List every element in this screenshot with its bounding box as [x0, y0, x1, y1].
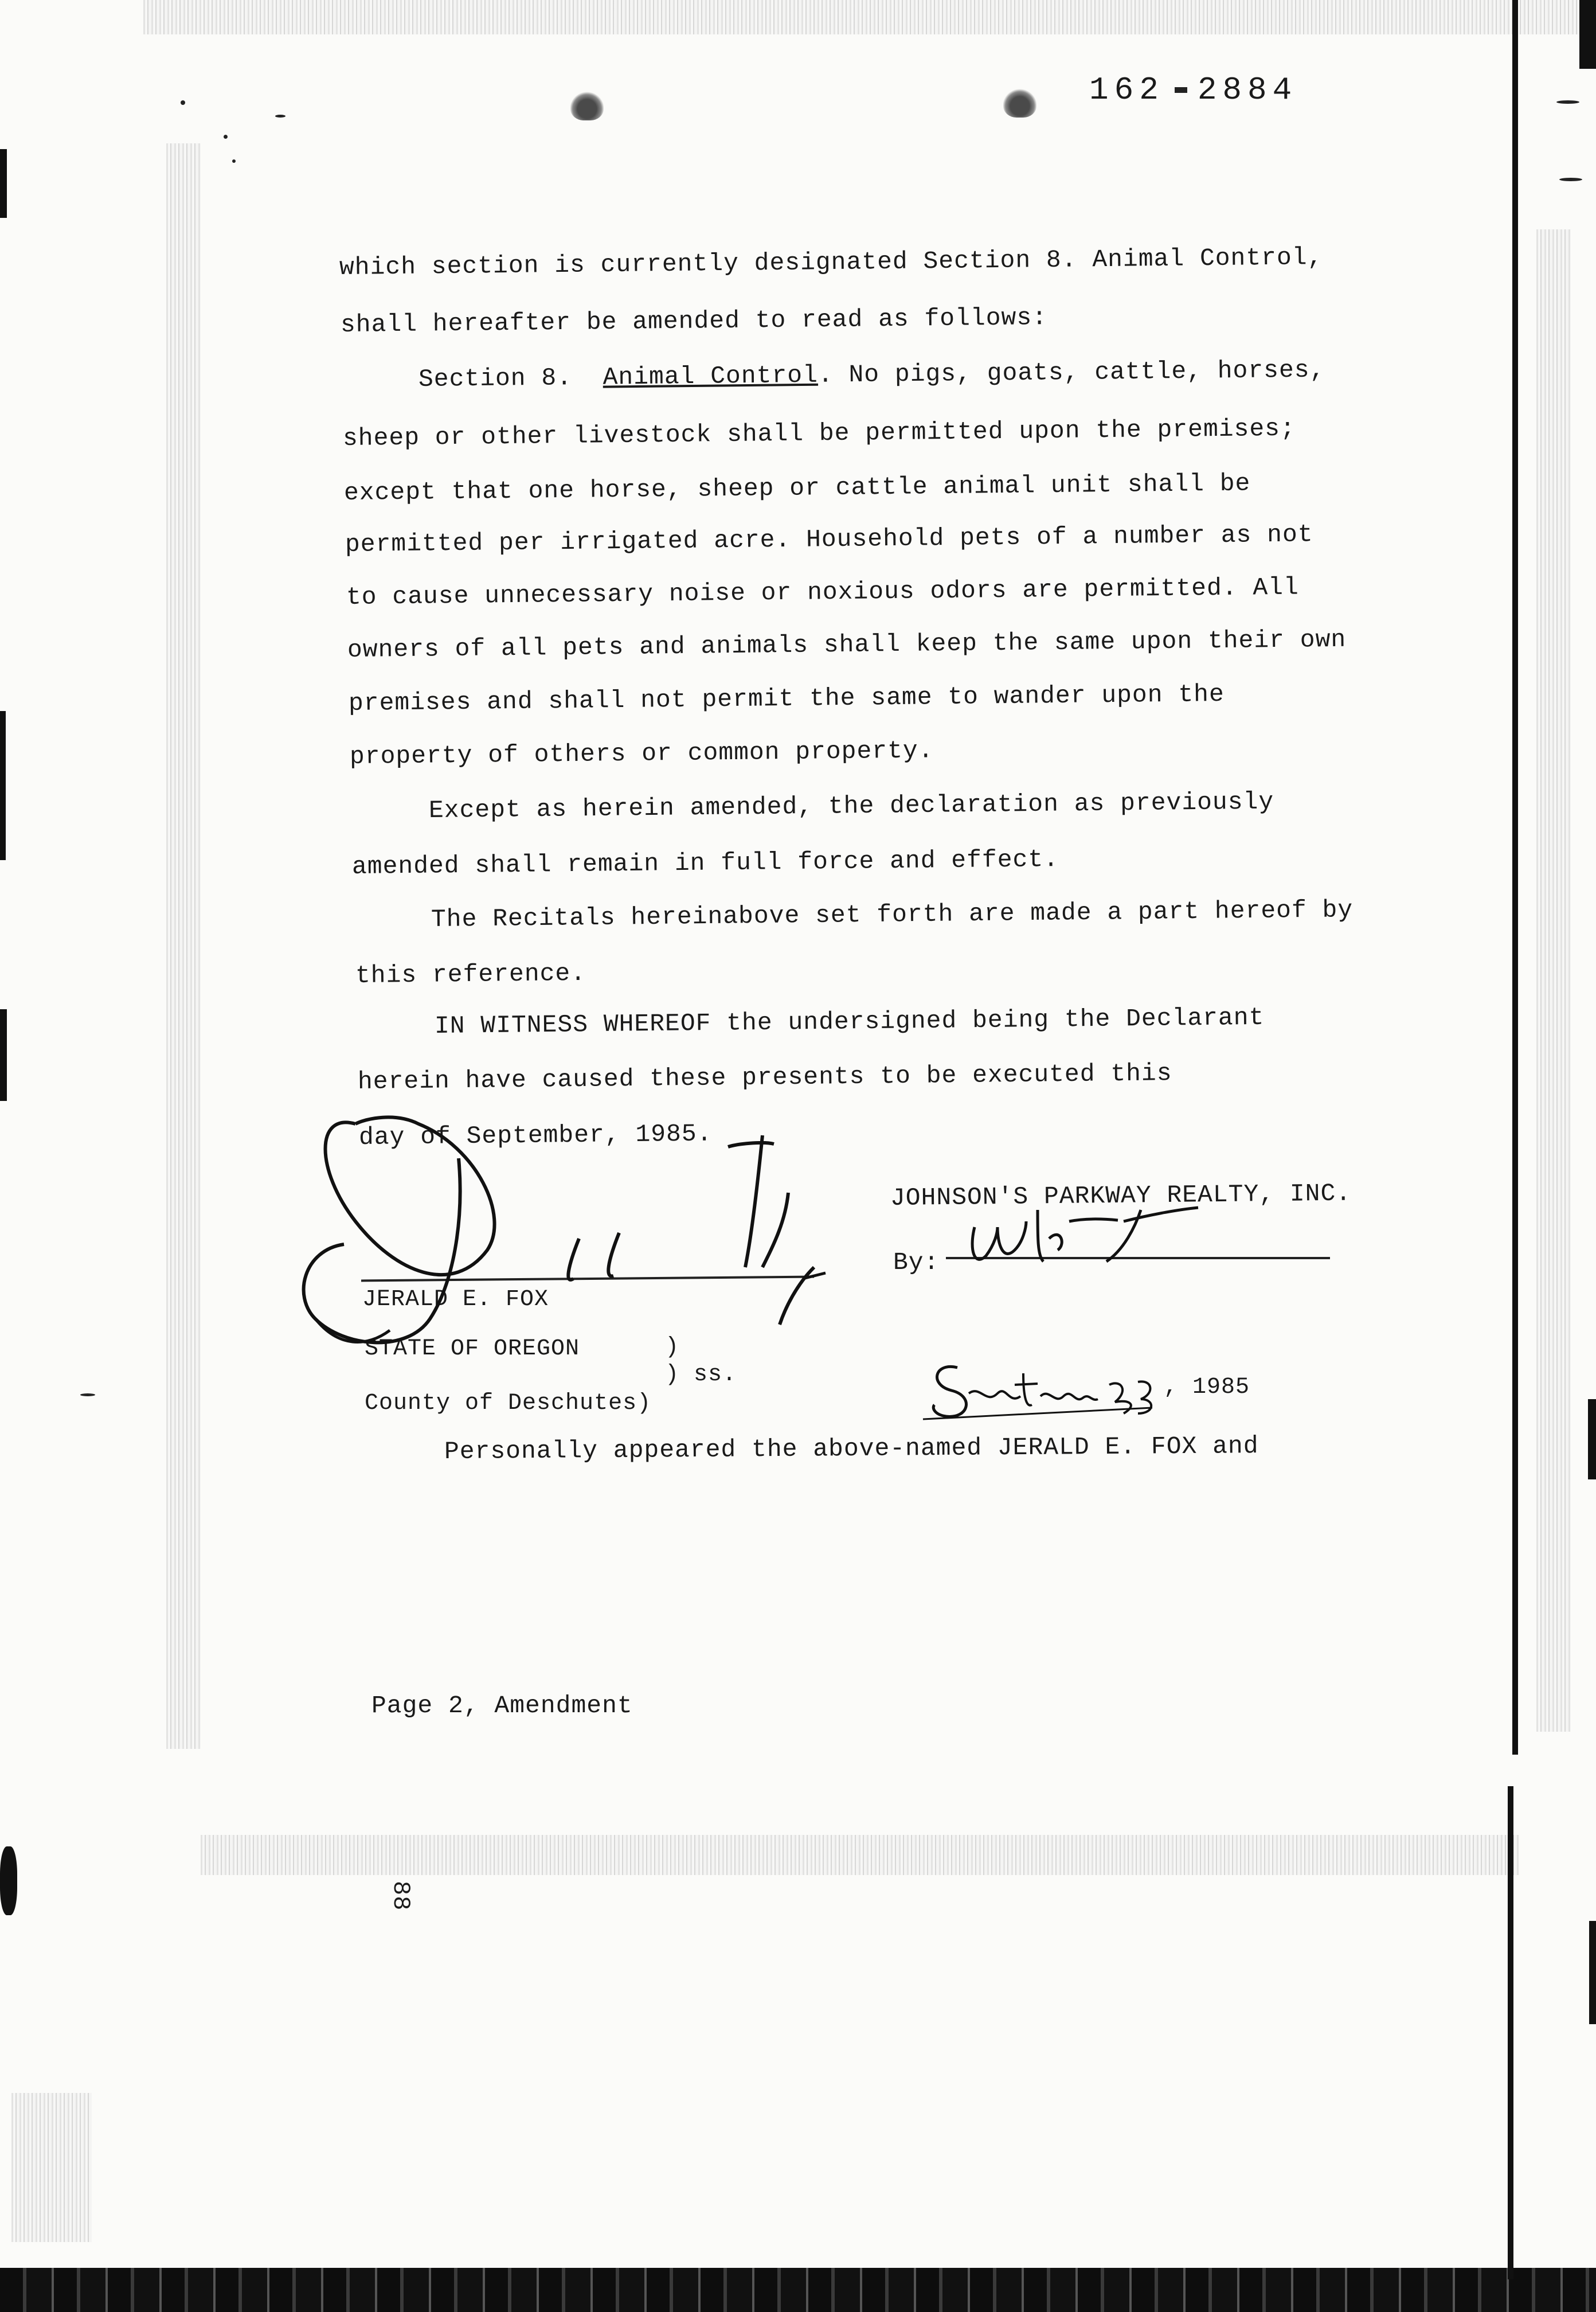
- left-scan-band: [166, 143, 201, 1749]
- by-label: By:: [893, 1248, 940, 1276]
- body-line: owners of all pets and animals shall keep the same upon their own: [347, 625, 1347, 664]
- right-border-line-top: [1512, 0, 1518, 1755]
- number-separator: [1175, 87, 1187, 93]
- body-line: herein have caused these presents to be executed this: [357, 1059, 1172, 1096]
- speck: [1559, 178, 1582, 181]
- body-line: property of others or common property.: [349, 736, 934, 771]
- left-edge-dark-1: [0, 149, 7, 218]
- body-line: IN WITNESS WHEREOF the undersigned being the Declarant: [434, 1003, 1265, 1040]
- right-scan-band: [1536, 229, 1571, 1732]
- notary-bracket: ): [665, 1334, 680, 1360]
- right-border-line-bottom: [1508, 1786, 1513, 2279]
- body-line: permitted per irrigated acre. Household pets of a number as not: [345, 520, 1313, 559]
- bottom-scan-band: [201, 1835, 1519, 1875]
- section-title: Animal Control: [603, 361, 819, 392]
- page-number: 2884: [1197, 72, 1298, 108]
- margin-mark: [389, 1881, 413, 1911]
- handwritten-date: [912, 1350, 1164, 1431]
- recording-number: [1089, 72, 1297, 108]
- body-line: shall hereafter be amended to read as follows:: [340, 303, 1048, 339]
- body-line: to cause unnecessary noise or noxious odors are permitted. All: [346, 573, 1300, 611]
- section-number: Section 8.: [418, 364, 573, 393]
- body-line: sheep or other livestock shall be permitted upon the premises;: [342, 414, 1296, 452]
- speck: [181, 100, 185, 105]
- book-number: 162: [1089, 72, 1164, 108]
- speck: [1556, 100, 1579, 104]
- body-line: amended shall remain in full force and effect.: [351, 845, 1059, 881]
- lower-left-scan-band: [11, 2093, 92, 2242]
- individual-name: JERALD E. FOX: [362, 1287, 549, 1313]
- body-line: except that one horse, sheep or cattle animal unit shall be: [343, 469, 1251, 507]
- section-text: . No pigs, goats, cattle, horses,: [817, 356, 1325, 389]
- body-line: day of September, 1985.: [358, 1119, 713, 1151]
- notary-appeared: Personally appeared the above-named JERALD E. FOX and: [444, 1432, 1259, 1466]
- punch-hole-right: [1003, 89, 1036, 118]
- body-line: The Recitals hereinabove set forth are made a part hereof by: [431, 896, 1354, 934]
- body-line: this reference.: [355, 959, 586, 990]
- body-line: which section is currently designated Section 8. Animal Control,: [339, 243, 1323, 282]
- handwritten-signature-fox: [269, 1078, 877, 1399]
- body-line: premises and shall not permit the same to wander upon the: [348, 680, 1225, 717]
- speck: [80, 1393, 95, 1396]
- section-heading-line: [418, 357, 1325, 392]
- bottom-dark-edge: [0, 2268, 1596, 2312]
- handwritten-signature-company: [952, 1187, 1215, 1279]
- left-edge-dark-2: [0, 711, 6, 860]
- page-footer: Page 2, Amendment: [371, 1692, 633, 1720]
- speck: [224, 135, 228, 139]
- left-edge-dark-3: [0, 1009, 7, 1101]
- top-scan-band: [143, 0, 1588, 34]
- body-line: Except as herein amended, the declaration as previously: [428, 787, 1274, 825]
- notary-ss: ) ss.: [665, 1362, 737, 1388]
- speck: [232, 159, 236, 163]
- company-name: JOHNSON'S PARKWAY REALTY, INC.: [890, 1179, 1352, 1212]
- right-edge-dark-2: [1588, 1399, 1596, 1479]
- notary-state: STATE OF OREGON: [365, 1336, 580, 1362]
- punch-hole-left: [570, 92, 604, 120]
- speck: [275, 115, 285, 118]
- notary-year: , 1985: [1164, 1374, 1250, 1400]
- margin-mark-text: 88: [387, 1881, 414, 1911]
- right-edge-dark: [1579, 0, 1596, 69]
- notary-county: County of Deschutes): [365, 1391, 652, 1416]
- left-edge-dark-4: [0, 1846, 17, 1915]
- right-edge-dark-3: [1589, 1921, 1596, 2024]
